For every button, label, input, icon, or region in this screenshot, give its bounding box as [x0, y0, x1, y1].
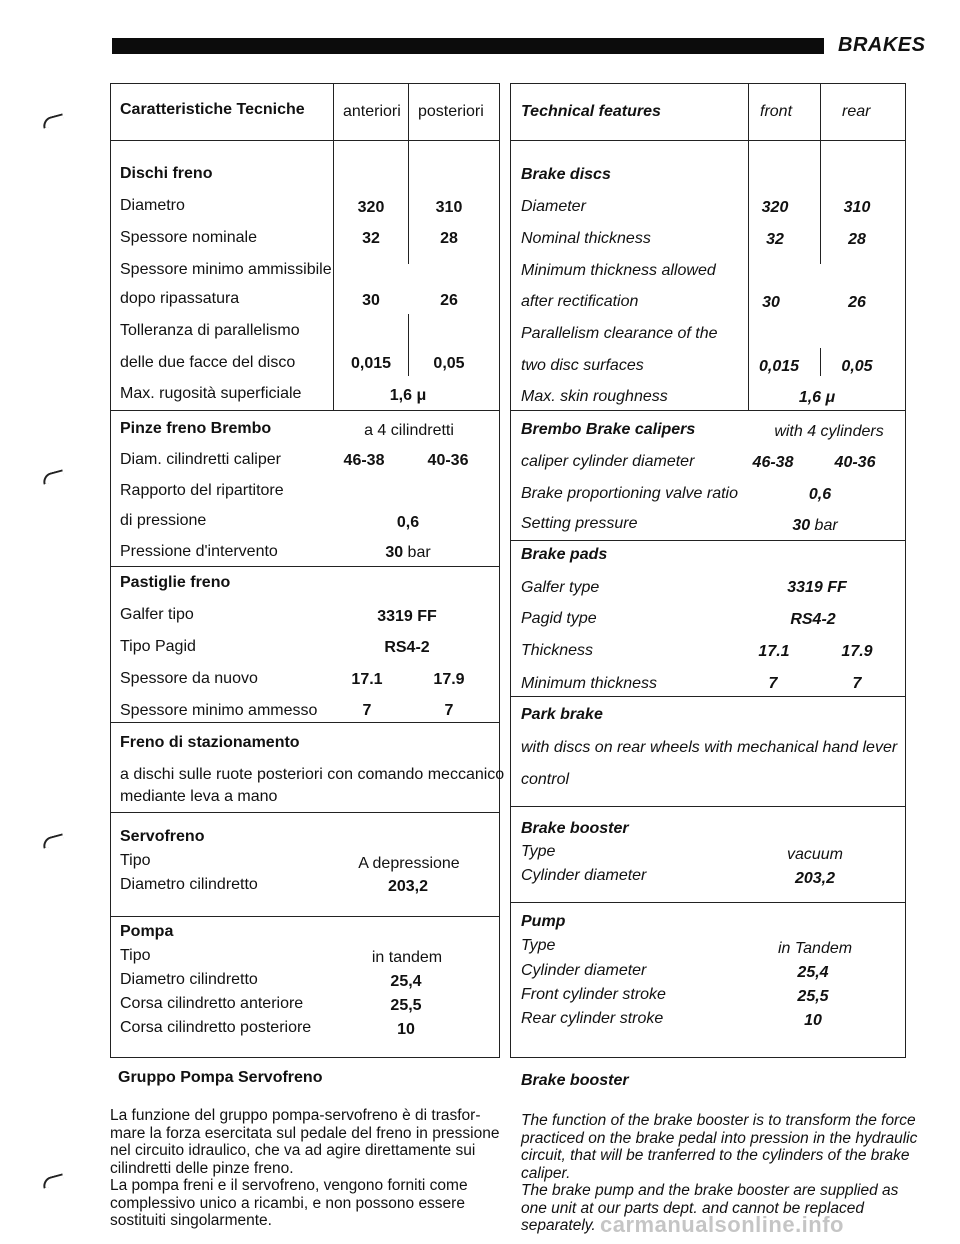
row-label: Cylinder diameter — [521, 962, 647, 979]
section-heading: Brembo Brake calipers — [521, 421, 696, 438]
row-label: caliper cylinder diameter — [521, 453, 695, 470]
cell-value: 25,5 — [797, 988, 829, 1005]
row-text: a dischi sulle ruote posteriori con comando meccanico — [120, 766, 505, 783]
cell-value: 0,6 — [396, 514, 420, 531]
margin-mark — [41, 833, 65, 848]
cell-value: 203,2 — [794, 870, 836, 887]
row-label: Diametro cilindretto — [120, 971, 258, 988]
cell-front: 0,015 — [350, 355, 392, 372]
row-label: dopo ripassatura — [120, 290, 240, 307]
section-heading: Brake booster — [521, 820, 629, 837]
section-title-en: Brake booster — [521, 1072, 629, 1089]
watermark: carmanualsonline.info — [600, 1212, 844, 1237]
row-text: control — [521, 771, 570, 788]
cell-value: 30 bar — [792, 517, 838, 534]
cell-front: 30 — [362, 292, 380, 309]
row-label: Setting pressure — [521, 515, 638, 532]
section-title-it: Gruppo Pompa Servofreno — [118, 1069, 323, 1086]
paragraph-line: The function of the brake booster is to transform the force — [521, 1112, 916, 1129]
cell-front: 320 — [357, 199, 385, 216]
cell-rear: 40-36 — [427, 452, 469, 469]
row-label: Brake proportioning valve ratio — [521, 485, 739, 502]
row-label: Pagid type — [521, 610, 597, 627]
col-header-rear: posteriori — [418, 103, 484, 120]
section-heading: Freno di stazionamento — [120, 734, 300, 751]
cell-rear: 310 — [435, 199, 463, 216]
cell-rear: 0,05 — [841, 358, 873, 375]
row-label: Tolleranza di parallelismo — [120, 322, 300, 339]
row-label: Nominal thickness — [521, 230, 651, 247]
cell-rear: 7 — [852, 675, 862, 692]
cell-rear: 17.9 — [433, 671, 465, 688]
cell-value: 30 bar — [385, 544, 431, 561]
section-heading: Pompa — [120, 923, 174, 940]
paragraph-line: separately. — [521, 1217, 596, 1234]
section-heading: Dischi freno — [120, 165, 213, 182]
paragraph-line: caliper. — [521, 1164, 571, 1182]
paragraph-line: mare la forza esercitata sul pedale del freno in pressione — [110, 1124, 500, 1142]
cell-front: 0,015 — [758, 358, 800, 375]
col-header-front: front — [760, 103, 793, 120]
row-label: two disc surfaces — [521, 357, 644, 374]
section-heading: Pastiglie freno — [120, 574, 231, 591]
cell-value: 203,2 — [387, 878, 429, 895]
row-label: delle due facce del disco — [120, 354, 296, 371]
row-label: Galfer tipo — [120, 606, 194, 623]
row-label: Corsa cilindretto posteriore — [120, 1019, 312, 1036]
row-label: Spessore minimo ammissibile — [120, 261, 332, 278]
row-text: mediante leva a mano — [120, 788, 278, 805]
cell-value: 1,6 μ — [389, 387, 427, 404]
row-label: Thickness — [521, 642, 594, 659]
cell-front: 32 — [362, 230, 380, 247]
row-text: with discs on rear wheels with mechanical hand lever — [521, 739, 898, 756]
cell-value: with 4 cylinders — [774, 423, 884, 440]
cell-front: 32 — [766, 231, 784, 248]
cell-front: 320 — [761, 199, 789, 216]
col-header-front: anteriori — [343, 103, 401, 120]
row-label: Minimum thickness allowed — [521, 262, 716, 279]
margin-mark — [41, 1173, 65, 1188]
section-heading: Pinze freno Brembo — [120, 420, 272, 437]
section-title: BRAKES — [838, 34, 926, 56]
cell-value: 25,5 — [390, 997, 422, 1014]
english-spec-table — [510, 83, 906, 1058]
row-label: Corsa cilindretto anteriore — [120, 995, 304, 1012]
cell-rear: 28 — [440, 230, 458, 247]
cell-rear: 310 — [843, 199, 871, 216]
row-label: Max. rugosità superficiale — [120, 385, 302, 402]
paragraph-line: practiced on the brake pedal into pression in the hydraulic — [521, 1129, 918, 1147]
paragraph-line: one unit at our parts dept. and cannot be replaced — [521, 1199, 864, 1217]
cell-rear: 17.9 — [841, 643, 873, 660]
margin-mark — [41, 469, 65, 484]
paragraph-line: sostituiti singolarmente. — [110, 1212, 272, 1229]
row-label: Cylinder diameter — [521, 867, 647, 884]
row-label: Diam. cilindretti caliper — [120, 451, 281, 468]
row-label: di pressione — [120, 512, 207, 529]
cell-front: 17.1 — [758, 643, 790, 660]
row-label: Diameter — [521, 198, 586, 215]
paragraph-line: The brake pump and the brake booster are supplied as — [521, 1182, 899, 1199]
row-label: Pressione d'intervento — [120, 543, 278, 560]
cell-value: vacuum — [786, 846, 844, 863]
cell-front: 7 — [362, 702, 372, 719]
row-label: Spessore minimo ammesso — [120, 702, 318, 719]
cell-value: RS4-2 — [790, 611, 836, 628]
row-label: Rear cylinder stroke — [521, 1010, 664, 1027]
cell-value: A depressione — [358, 855, 460, 872]
cell-value: a 4 cilindretti — [364, 422, 454, 439]
cell-rear: 28 — [848, 231, 866, 248]
cell-front: 17.1 — [351, 671, 383, 688]
cell-rear: 0,05 — [433, 355, 465, 372]
cell-value: 10 — [804, 1012, 822, 1029]
row-label: Tipo Pagid — [120, 638, 196, 655]
paragraph-line: nel circuito idraulico, che va ad agire direttamente sui — [110, 1142, 476, 1159]
section-heading: Pump — [521, 913, 566, 930]
section-heading: Servofreno — [120, 828, 205, 845]
cell-front: 7 — [768, 675, 778, 692]
paragraph-line: La funzione del gruppo pompa-servofreno è di trasfor- — [110, 1107, 481, 1124]
margin-mark — [41, 113, 65, 128]
row-label: Type — [521, 937, 556, 954]
cell-value: RS4-2 — [384, 639, 430, 656]
cell-value: 3319 FF — [377, 608, 437, 625]
paragraph-line: complessivo unico a ricambi, e non possono essere — [110, 1194, 465, 1212]
section-heading: Brake discs — [521, 166, 611, 183]
row-label: Diametro cilindretto — [120, 876, 258, 893]
section-heading: Park brake — [521, 706, 603, 723]
cell-value: 10 — [397, 1021, 415, 1038]
cell-value: in tandem — [371, 949, 443, 966]
cell-value: in Tandem — [777, 940, 853, 957]
cell-rear: 40-36 — [834, 454, 876, 471]
row-label: Max. skin roughness — [521, 388, 668, 405]
row-label: Front cylinder stroke — [521, 986, 666, 1003]
cell-value: 25,4 — [797, 964, 829, 981]
row-label: Rapporto del ripartitore — [120, 482, 284, 499]
header-bar — [112, 38, 824, 54]
row-label: Galfer type — [521, 579, 600, 596]
row-label: Spessore nominale — [120, 229, 257, 246]
paragraph-line: cilindretti delle pinze freno. — [110, 1159, 294, 1177]
cell-front: 46-38 — [752, 454, 794, 471]
cell-front: 30 — [762, 294, 780, 311]
italian-spec-table — [110, 83, 505, 1058]
row-label: after rectification — [521, 293, 639, 310]
row-label: Diametro — [120, 197, 185, 214]
row-label: Minimum thickness — [521, 675, 658, 692]
cell-value: 0,6 — [808, 486, 832, 503]
cell-value: 3319 FF — [787, 579, 847, 596]
row-label: Tipo — [120, 852, 151, 869]
paragraph-line: circuit, that will be tranferred to the cylinders of the brake — [521, 1147, 910, 1164]
col-header-rear: rear — [842, 103, 871, 120]
row-label: Spessore da nuovo — [120, 670, 258, 687]
cell-rear: 26 — [848, 294, 866, 311]
cell-front: 46-38 — [343, 452, 385, 469]
row-label: Tipo — [120, 947, 151, 964]
row-label: Parallelism clearance of the — [521, 325, 718, 342]
cell-rear: 26 — [440, 292, 458, 309]
row-label: Type — [521, 843, 556, 860]
paragraph-line: La pompa freni e il servofreno, vengono forniti come — [110, 1177, 468, 1194]
cell-value: 25,4 — [390, 973, 422, 990]
table-heading: Caratteristiche Tecniche — [120, 101, 305, 118]
table-heading: Technical features — [521, 103, 661, 120]
section-heading: Brake pads — [521, 546, 608, 563]
cell-rear: 7 — [444, 702, 454, 719]
paragraph-it — [110, 1107, 500, 1230]
cell-value: 1,6 μ — [798, 389, 836, 406]
